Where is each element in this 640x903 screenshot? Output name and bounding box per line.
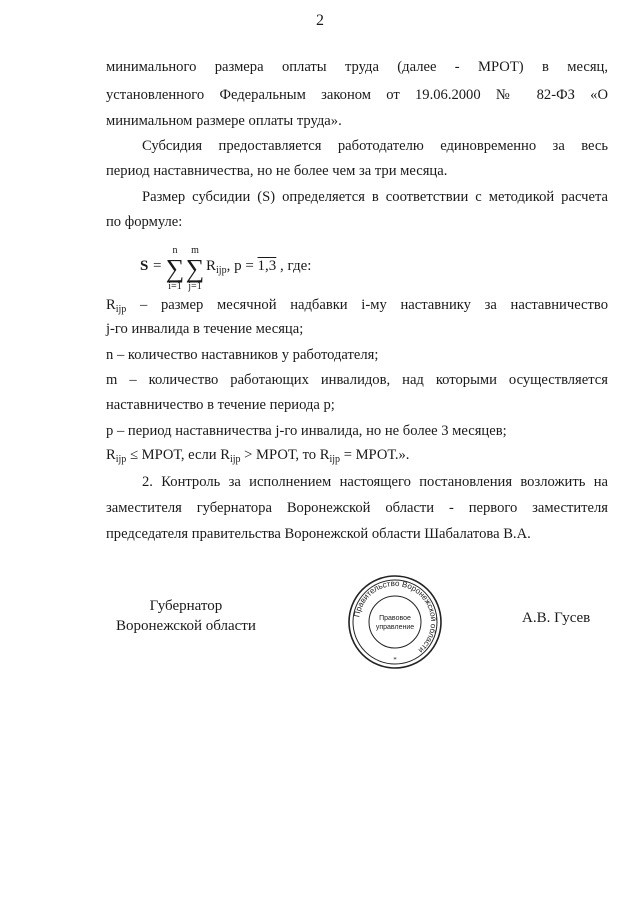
stamp-seal	[347, 574, 443, 670]
page-number: 2	[316, 12, 324, 29]
sum-i: n ∑ i=1	[165, 245, 185, 292]
definition-r: $R_{ijp}$ – размер месячной надбавки i-му наставнику за наставничество	[106, 297, 608, 315]
svg-text:*: *	[393, 656, 397, 664]
svg-text:управление: управление	[375, 624, 415, 631]
paragraph-line: 2. Контроль за исполнением настоящего постановления возложить на	[142, 474, 608, 490]
paragraph-line: минимального размера оплаты труда (далее - МРОТ) в месяц,	[106, 59, 608, 75]
definition-r-cont: j-го инвалида в течение месяца;	[106, 321, 304, 337]
paragraph-line: минимальном размере оплаты труда».	[106, 113, 342, 129]
definition-p: p – период наставничества j-го инвалида, но не более 3 месяцев;	[106, 423, 507, 439]
definition-m-cont: наставничество в течение периода p;	[106, 397, 335, 413]
paragraph-line: Размер субсидии (S) определяется в соответствии с методикой расчета	[142, 189, 608, 205]
paragraph-line: по формуле:	[106, 214, 183, 230]
definition-m: m – количество работающих инвалидов, над которыми осуществляется	[106, 372, 608, 388]
paragraph-line: установленного Федеральным законом от 19.06.2000 № 82-ФЗ «О	[106, 87, 608, 103]
paragraph-line: Субсидия предоставляется работодателю единовременно за весь	[142, 138, 608, 154]
formula-s: S	[140, 258, 149, 274]
sum-j: m ∑ j=1	[185, 245, 205, 292]
svg-text:Правительство Воронежской обла: Правительство Воронежской области	[352, 578, 439, 655]
signature-name: А.В. Гусев	[522, 610, 591, 626]
paragraph-line: заместителя губернатора Воронежской области - первого заместителя	[106, 500, 608, 516]
formula-rest: $R_{ijp}$, p = 1,3 , где:	[206, 258, 312, 276]
svg-text:Правовое: Правовое	[379, 615, 411, 622]
subsidy-formula	[140, 242, 400, 292]
formula-equals: =	[153, 258, 162, 274]
definition-n: n – количество наставников у работодателя;	[106, 347, 379, 363]
paragraph-line: председателя правительства Воронежской области Шабалатова В.А.	[106, 526, 531, 542]
signature-title: Губернатор Воронежской области	[116, 598, 256, 634]
paragraph-line: период наставничества, но не более чем за три месяца.	[106, 163, 448, 179]
condition-line: $R_{ijp}$ ≤ МРОТ, если $R_{ijp}$ > МРОТ, то $R_{ijp}$ = МРОТ.».	[106, 447, 410, 465]
